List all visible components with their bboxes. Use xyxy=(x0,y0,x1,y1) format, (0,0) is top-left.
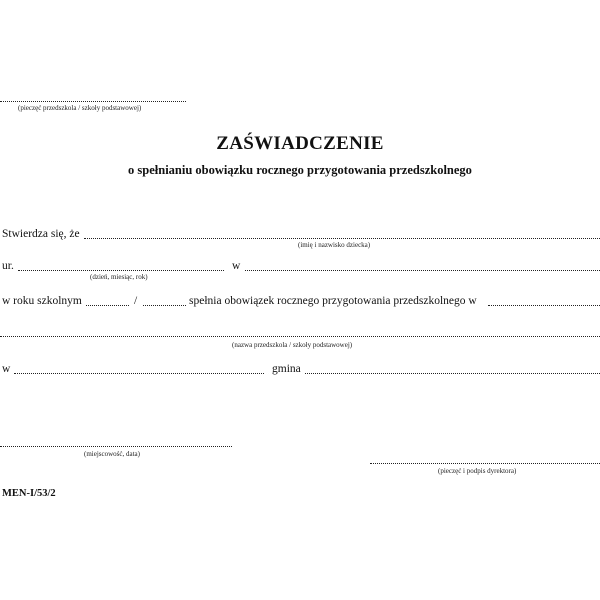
school-year-slash: / xyxy=(134,295,138,307)
locality-line[interactable] xyxy=(14,373,264,374)
birth-date-caption: (dzień, miesiąc, rok) xyxy=(90,273,148,281)
child-name-caption: (imię i nazwisko dziecka) xyxy=(298,241,371,249)
child-name-line[interactable] xyxy=(84,238,600,239)
birth-place-label: w xyxy=(232,260,241,272)
born-label: ur. xyxy=(2,260,14,272)
municipality-line[interactable] xyxy=(305,373,600,374)
document-subtitle: o spełnianiu obowiązku rocznego przygotowania przedszkolnego xyxy=(128,163,472,177)
signature-line[interactable] xyxy=(370,463,600,464)
school-year-label: w roku szkolnym xyxy=(2,295,82,307)
form-code: MEN-I/53/2 xyxy=(2,488,56,499)
school-year-end-line[interactable] xyxy=(143,305,186,306)
birth-date-line[interactable] xyxy=(18,270,224,271)
place-date-caption: (miejscowość, data) xyxy=(84,450,140,458)
place-date-line[interactable] xyxy=(0,446,232,447)
school-year-start-line[interactable] xyxy=(86,305,129,306)
locality-label: w xyxy=(2,363,11,375)
birth-place-line[interactable] xyxy=(245,270,600,271)
institution-continued-line[interactable] xyxy=(488,305,600,306)
institution-name-line[interactable] xyxy=(0,336,600,337)
fulfils-label: spełnia obowiązek rocznego przygotowania przedszkolnego w xyxy=(189,295,477,307)
stamp-line xyxy=(0,101,186,102)
municipality-label: gmina xyxy=(272,363,301,375)
certify-label: Stwierdza się, że xyxy=(2,228,80,240)
document-title: ZAŚWIADCZENIE xyxy=(216,133,384,154)
signature-caption: (pieczęć i podpis dyrektora) xyxy=(438,467,517,475)
institution-caption: (nazwa przedszkola / szkoły podstawowej) xyxy=(232,341,353,349)
stamp-caption: (pieczęć przedszkola / szkoły podstawowej) xyxy=(18,104,142,112)
